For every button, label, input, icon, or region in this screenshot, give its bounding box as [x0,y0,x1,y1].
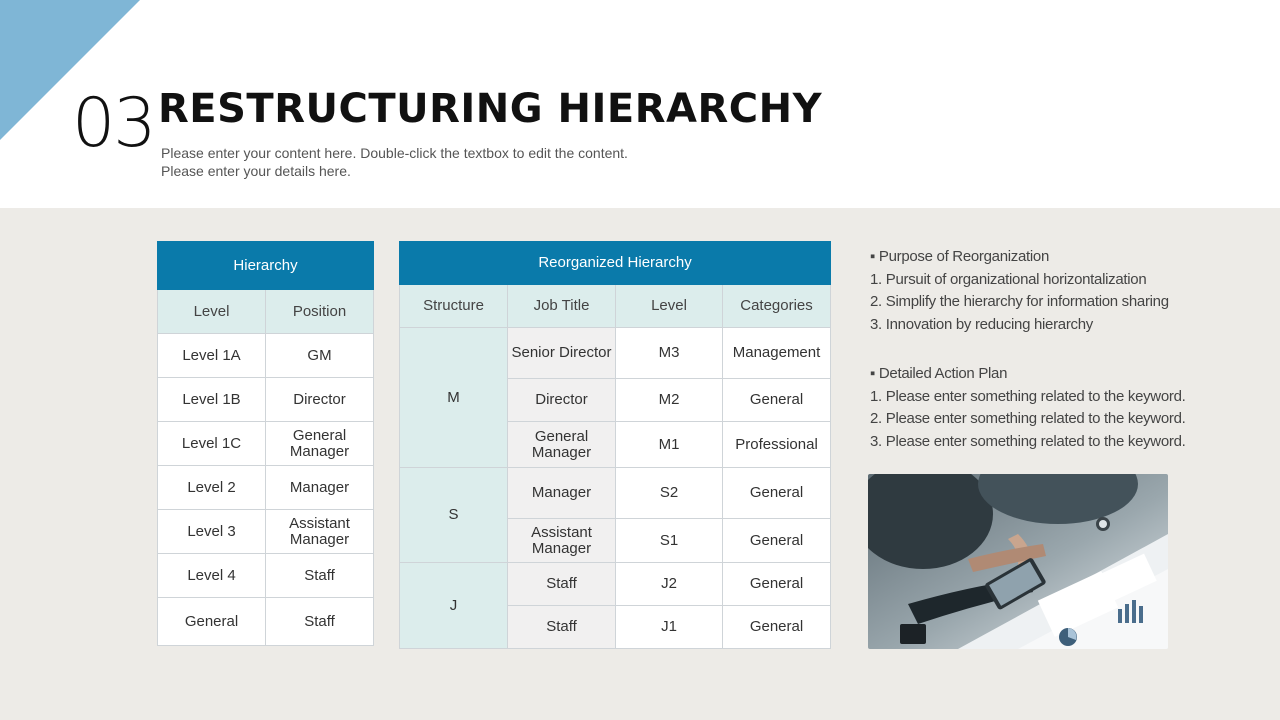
page-title: RESTRUCTURING HIERARCHY [158,86,823,132]
job-title-cell: General Manager [508,422,616,468]
table-row [158,334,374,378]
category-cell: General [723,519,831,563]
table-row [400,468,831,519]
category-cell: General [723,468,831,519]
action-plan-item: 2. Please enter something related to the keyword. [870,410,1186,427]
section-number: 03 [72,84,155,163]
table-row [158,422,374,466]
action-plan-item: 3. Please enter something related to the keyword. [870,432,1186,450]
column-header-structure: Structure [400,285,508,328]
level-cell: M2 [616,379,723,422]
action-plan-group [870,363,1210,453]
purpose-item: 2. Simplify the hierarchy for information sharing [870,293,1169,310]
hierarchy-table [157,241,374,646]
level-cell: S1 [616,519,723,563]
job-title-cell: Manager [508,468,616,519]
level-cell: M1 [616,422,723,468]
position-cell: Staff [266,554,374,598]
category-cell: General [723,606,831,649]
level-cell: Level 1A [158,334,266,378]
structure-cell-s: S [400,468,508,563]
category-cell: General [723,379,831,422]
table-row [400,328,831,379]
category-cell: Professional [723,422,831,468]
position-cell: Assistant Manager [266,510,374,554]
table-row [158,554,374,598]
level-cell: Level 3 [158,510,266,554]
position-cell: GM [266,334,374,378]
level-cell: Level 4 [158,554,266,598]
table-row [400,563,831,606]
column-header-job-title: Job Title [508,285,616,328]
purpose-group [870,246,1210,336]
subtitle-line-2: Please enter your details here. [161,163,351,179]
job-title-cell: Senior Director [508,328,616,379]
notes-panel [870,246,1210,480]
action-plan-item: 1. Please enter something related to the keyword. [870,387,1186,405]
position-cell: Manager [266,466,374,510]
position-cell: General Manager [266,422,374,466]
table-row [158,510,374,554]
job-title-cell: Director [508,379,616,422]
level-cell: J2 [616,563,723,606]
table-row [158,378,374,422]
action-plan-heading: ▪ Detailed Action Plan [870,365,1008,382]
structure-cell-m: M [400,328,508,468]
purpose-item: 1. Pursuit of organizational horizontalization [870,270,1147,288]
photo-illustration [868,474,1168,649]
category-cell: General [723,563,831,606]
table-row [158,466,374,510]
level-cell: S2 [616,468,723,519]
category-cell: Management [723,328,831,379]
level-cell: Level 1B [158,378,266,422]
level-cell: Level 1C [158,422,266,466]
column-header-level: Level [616,285,723,328]
reorganized-hierarchy-table [399,241,831,649]
column-header-level: Level [158,290,266,334]
job-title-cell: Staff [508,563,616,606]
business-meeting-photo [868,474,1168,649]
structure-cell-j: J [400,563,508,649]
column-header-position: Position [266,290,374,334]
level-cell: M3 [616,328,723,379]
level-cell: General [158,598,266,646]
purpose-item: 3. Innovation by reducing hierarchy [870,315,1093,333]
job-title-cell: Staff [508,606,616,649]
position-cell: Staff [266,598,374,646]
column-header-categories: Categories [723,285,831,328]
job-title-cell: Assistant Manager [508,519,616,563]
hierarchy-table-title: Hierarchy [158,242,374,290]
reorganized-table-title: Reorganized Hierarchy [400,242,831,285]
level-cell: Level 2 [158,466,266,510]
level-cell: J1 [616,606,723,649]
purpose-heading: ▪ Purpose of Reorganization [870,248,1049,265]
table-row [158,598,374,646]
position-cell: Director [266,378,374,422]
subtitle-line-1: Please enter your content here. Double-click the textbox to edit the content. [161,145,628,161]
